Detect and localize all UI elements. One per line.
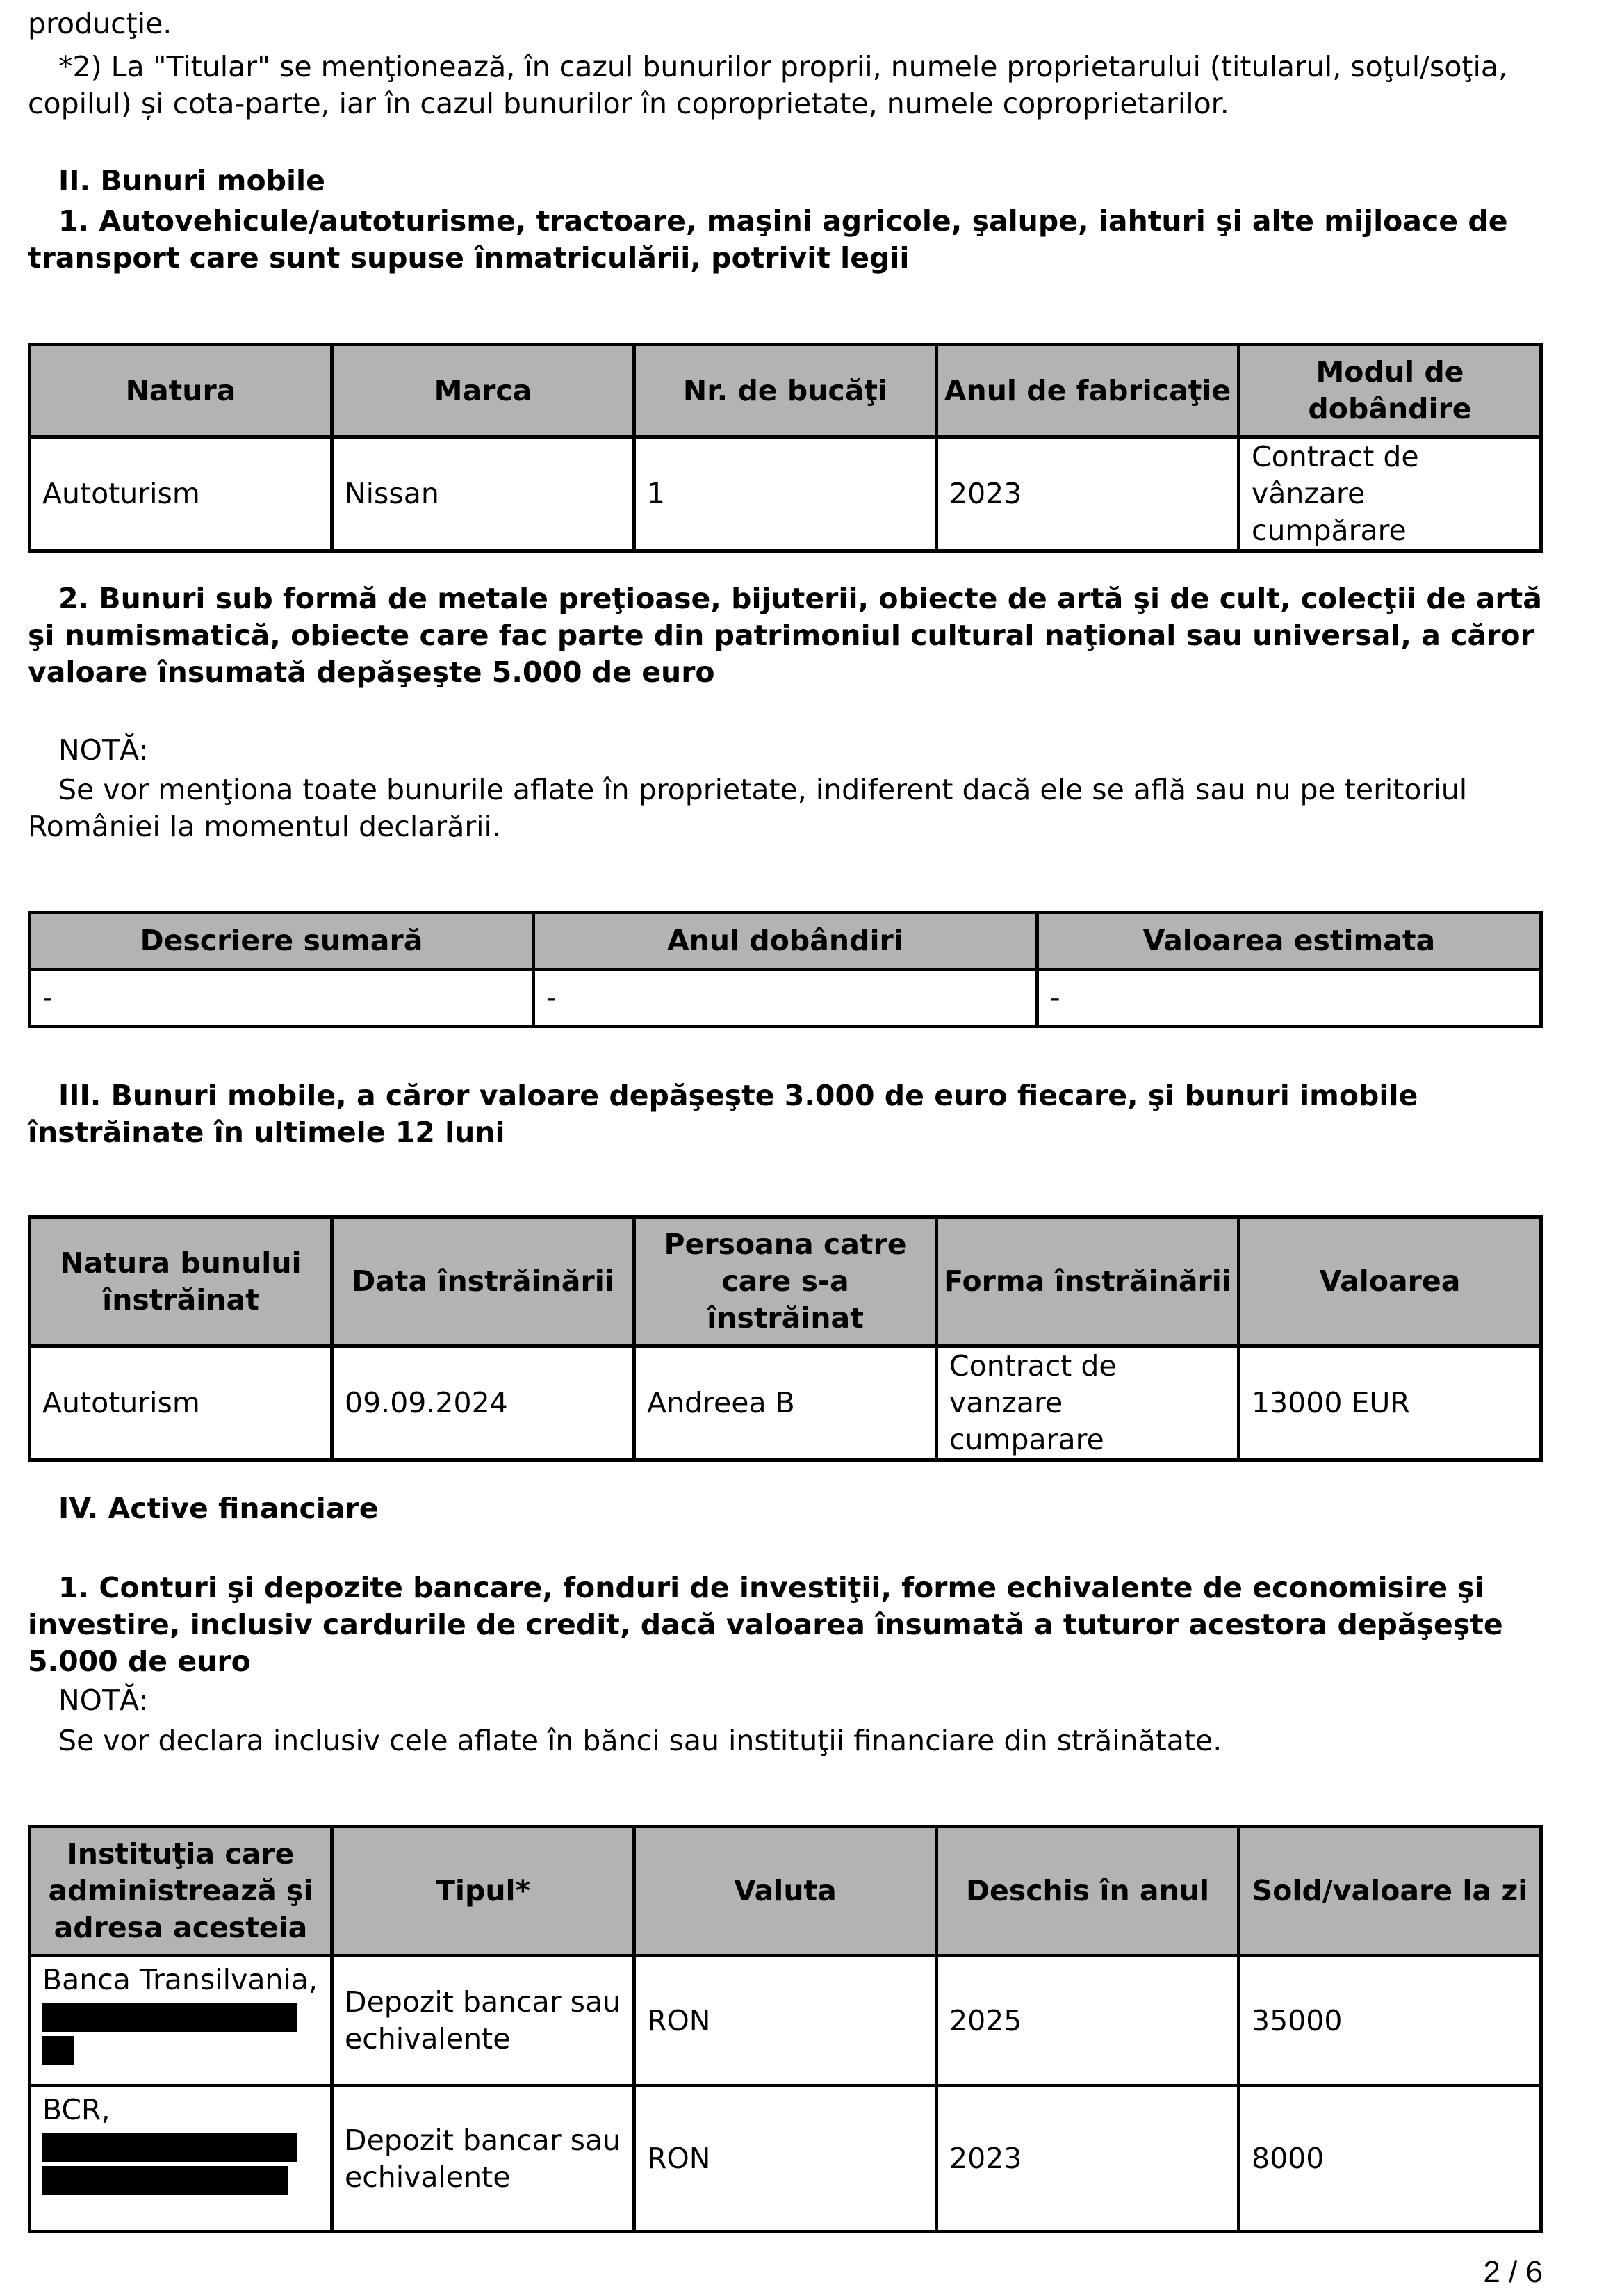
table-header: Natura [30,345,332,437]
section-2-sub1: 1. Autovehicule/autoturisme, tractoare, maşini agricole, şalupe, iahturi şi alte mijloace de transport care sunt supuse înmatriculării, potrivit legii [28,204,1508,275]
table-cell: Contract de vânzare cumpărare [1239,437,1541,551]
nota-label: NOTĂ: [58,733,149,767]
institution-name: BCR, [42,2093,110,2126]
table-row [30,437,1541,551]
table-row [30,1956,1541,2086]
redaction-bar [42,2166,288,2195]
valuables-table [28,911,1543,1028]
nota-text: Se vor declara inclusiv cele aflate în bănci sau instituţii financiare din străinătate. [58,1724,1222,1757]
table-header-row [30,913,1541,970]
redaction-bar [42,2036,74,2065]
table-cell: Depozit bancar sau echivalente [332,1956,634,2086]
table-cell: - [30,970,534,1027]
table-row [30,970,1541,1027]
table-header: Sold/valoare la zi [1239,1827,1541,1956]
table-header: Natura bunului înstrăinat [30,1217,332,1346]
table-header: Tipul* [332,1827,634,1956]
nota-text: Se vor menţiona toate bunurile aflate în proprietate, indiferent dacă ele se află sau nu pe teritoriul României la momentul declarării. [28,773,1468,843]
table-header-row [30,1217,1541,1346]
table-header: Nr. de bucăţi [634,345,937,437]
table-cell [30,2086,332,2232]
table-header: Valuta [634,1827,937,1956]
table-cell: 35000 [1239,1956,1541,2086]
table-header: Descriere sumară [30,913,534,970]
table-cell: RON [634,1956,937,2086]
table-cell: 8000 [1239,2086,1541,2232]
alienated-goods-table [28,1215,1543,1462]
table-header: Instituţia care administrează şi adresa acesteia [30,1827,332,1956]
table-cell: 13000 EUR [1239,1346,1541,1460]
section-2-sub2: 2. Bunuri sub formă de metale preţioase, bijuterii, obiecte de artă şi de cult, colecţii de artă şi numismatică, obiecte care fac parte din patrimoniul cultural naţional sau universal, a căror valoare însumată depăşeşte 5.000 de euro [28,582,1542,689]
table-cell: 1 [634,437,937,551]
note-2: *2) La "Titular" se menţionează, în cazul bunurilor proprii, numele proprietarului (titularul, soţul/soţia, copilul) și cota-parte, iar în cazul bunurilor în coproprietate, numele coproprietarilor. [28,50,1508,120]
table-header: Deschis în anul [937,1827,1239,1956]
table-cell: Andreea B [634,1346,937,1460]
table-cell [30,1956,332,2086]
table-cell: Autoturism [30,437,332,551]
table-header: Anul dobândiri [533,913,1037,970]
table-cell: Nissan [332,437,634,551]
table-cell: 2025 [937,1956,1239,2086]
nota-label: NOTĂ: [58,1684,149,1717]
table-header-row [30,1827,1541,1956]
table-header: Data înstrăinării [332,1217,634,1346]
table-header: Valoarea [1239,1217,1541,1346]
table-cell: 2023 [937,437,1239,551]
table-row [30,2086,1541,2232]
table-cell: Autoturism [30,1346,332,1460]
table-header: Forma înstrăinării [937,1217,1239,1346]
table-cell: 09.09.2024 [332,1346,634,1460]
intro-line: producţie. [28,7,172,40]
bank-accounts-table [28,1825,1543,2233]
vehicles-table [28,343,1543,553]
redaction-bar [42,2133,297,2162]
section-4-sub1: 1. Conturi şi depozite bancare, fonduri de investiţii, forme echivalente de economisire şi investire, inclusiv cardurile de credit, dacă valoarea însumată a tuturor acestora depăşeşte 5.000 de euro [28,1571,1503,1678]
table-cell: 2023 [937,2086,1239,2232]
table-cell: Contract de vanzare cumparare [937,1346,1239,1460]
table-header: Persoana catre care s-a înstrăinat [634,1217,937,1346]
institution-name: Banca Transilvania, [42,1963,318,1996]
table-header: Valoarea estimata [1037,913,1541,970]
table-row [30,1346,1541,1460]
table-header-row [30,345,1541,437]
section-3-title: III. Bunuri mobile, a căror valoare depăşeşte 3.000 de euro fiecare, şi bunuri imobile înstrăinate în ultimele 12 luni [28,1079,1418,1149]
table-header: Modul de dobândire [1239,345,1541,437]
table-cell: Depozit bancar sau echivalente [332,2086,634,2232]
page-number: 2 / 6 [1483,2255,1543,2289]
table-header: Marca [332,345,634,437]
redaction-bar [42,2003,297,2032]
table-cell: RON [634,2086,937,2232]
table-cell: - [533,970,1037,1027]
section-4-title: IV. Active financiare [58,1492,379,1525]
table-header: Anul de fabricaţie [937,345,1239,437]
table-cell: - [1037,970,1541,1027]
section-2-title: II. Bunuri mobile [58,164,325,197]
